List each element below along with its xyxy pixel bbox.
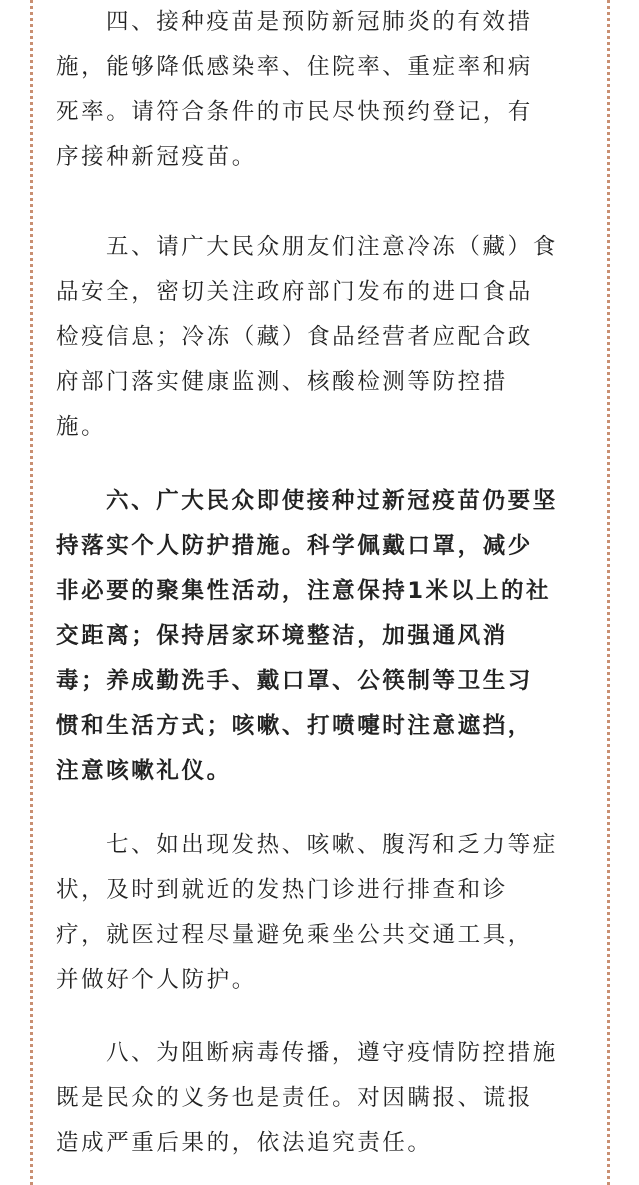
paragraph-personal-protection [56,479,558,794]
paragraph-frozen-food [56,225,558,450]
paragraph-line: 持落实个人防护措施。科学佩戴口罩，减少 [56,533,533,559]
paragraph-line: 造成严重后果的，依法追究责任。 [56,1130,433,1156]
paragraph-line: 注意咳嗽礼仪。 [56,758,232,784]
paragraph-line: 毒；养成勤洗手、戴口罩、公筷制等卫生习 [56,668,533,694]
paragraph-line: 非必要的聚集性活动，注意保持1米以上的社 [56,578,552,604]
paragraph-symptoms [56,823,558,1003]
paragraph-line: 死率。请符合条件的市民尽快预约登记，有 [56,99,533,125]
paragraph-line: 五、请广大民众朋友们注意冷冻（藏）食 [106,234,558,260]
paragraph-line: 并做好个人防护。 [56,967,257,993]
paragraph-line: 惯和生活方式；咳嗽、打喷嚏时注意遮挡， [56,713,533,739]
left-dotted-border [30,0,33,1185]
paragraph-line: 检疫信息；冷冻（藏）食品经营者应配合政 [56,324,533,350]
paragraph-line: 施，能够降低感染率、住院率、重症率和病 [56,54,533,80]
right-dotted-border [607,0,610,1185]
paragraph-line: 施。 [56,414,107,440]
paragraph-line: 状，及时到就近的发热门诊进行排查和诊 [56,877,508,903]
paragraph-line: 四、接种疫苗是预防新冠肺炎的有效措 [106,9,533,35]
paragraph-line: 八、为阻断病毒传播，遵守疫情防控措施 [106,1040,558,1066]
paragraph-line: 疗，就医过程尽量避免乘坐公共交通工具， [56,922,533,948]
paragraph-line: 七、如出现发热、咳嗽、腹泻和乏力等症 [106,832,558,858]
paragraph-line: 交距离；保持居家环境整洁，加强通风消 [56,623,508,649]
paragraph-line: 府部门落实健康监测、核酸检测等防控措 [56,369,508,395]
paragraph-responsibility [56,1031,558,1166]
paragraph-line: 既是民众的义务也是责任。对因瞒报、谎报 [56,1085,533,1111]
paragraph-line: 品安全，密切关注政府部门发布的进口食品 [56,279,533,305]
paragraph-line: 序接种新冠疫苗。 [56,144,257,170]
paragraph-line: 六、广大民众即使接种过新冠疫苗仍要坚 [106,488,558,514]
paragraph-vaccination [56,0,533,180]
